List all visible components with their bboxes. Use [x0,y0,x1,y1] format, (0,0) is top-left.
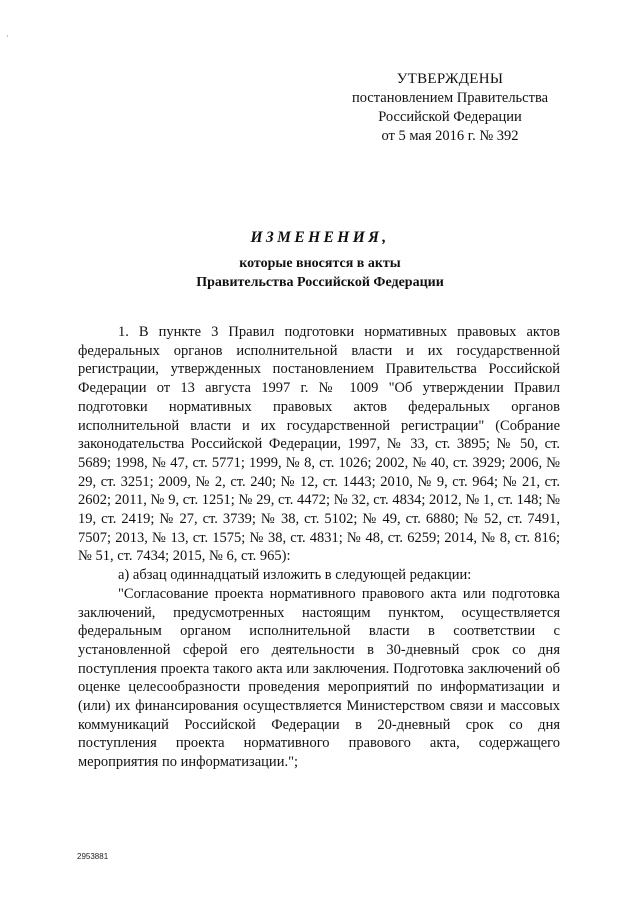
document-subtitle-line2: Правительства Российской Федерации [196,275,444,290]
document-subtitle-line1: которые вносятся в акты [239,256,401,271]
approval-line-federation: Российской Федерации [378,109,522,125]
approval-heading: УТВЕРЖДЕНЫ [396,71,504,87]
approval-line-decree: постановлением Правительства [351,90,549,106]
document-footer-code: 2953881 [77,852,109,861]
corner-mark: · [6,32,9,41]
document-title: ИЗМЕНЕНИЯ, [250,229,390,246]
paragraph-item-1: 1. В пункте 3 Правил подготовки нормативных правовых актов федеральных органов исполнительной власти и их государственной регистрации, утвержденных постановлением Правительства Российской Федерации от 13 августа 1997 г. № 1009 "Об утверждении Правил подготовки нормативных правовых актов федеральных органов исполнительной власти и их государственной регистрации" (Собрание законодательства Российской Федерации, 1997, № 33, ст. 3895; № 50, ст. 5689; 1998, № 47, ст. 5771; 1999, № 8, ст. 1026; 2002, № 40, ст. 3929; 2006, № 29, ст. 3251; 2009, № 2, ст. 240; № 12, ст. 1443; 2010, № 9, ст. 964; № 21, ст. 2602; 2011, № 9, ст. 1251; № 29, ст. 4472; № 32, ст. 4834; 2012, № 1, ст. 148; № 19, ст. 2419; № 27, ст. 3739; № 38, ст. 5102; № 49, ст. 6880; № 52, ст. 7491, 7507; 2013, № 13, ст. 1575; № 38, ст. 4831; № 48, ст. 6259; 2014, № 8, ст. 816; № 51, ст. 7434; 2015, № 6, ст. 965): [78,324,560,565]
document-body [78,323,560,772]
paragraph-subitem-a: а) абзац одиннадцатый изложить в следующей редакции: [118,567,472,584]
document-title-block [120,228,520,292]
paragraph-quoted-text: "Согласование проекта нормативного правового акта или подготовка заключений, предусмотренных настоящим пунктом, осуществляется федеральным органом исполнительной власти в соответствии с установленной сферой его деятельности в 30-дневный срок со дня поступления проекта такого акта или заключения. Подготовка заключений об оценке целесообразности проведения мероприятий по информатизации и (или) их финансирования осуществляется Министерством связи и массовых коммуникаций Российской Федерации в 20-дневный срок со дня поступления проекта нормативного правового акта, содержащего мероприятия по информатизации."; [78,585,560,771]
approval-stamp-block [340,70,560,146]
approval-line-date-number: от 5 мая 2016 г. № 392 [381,128,519,144]
